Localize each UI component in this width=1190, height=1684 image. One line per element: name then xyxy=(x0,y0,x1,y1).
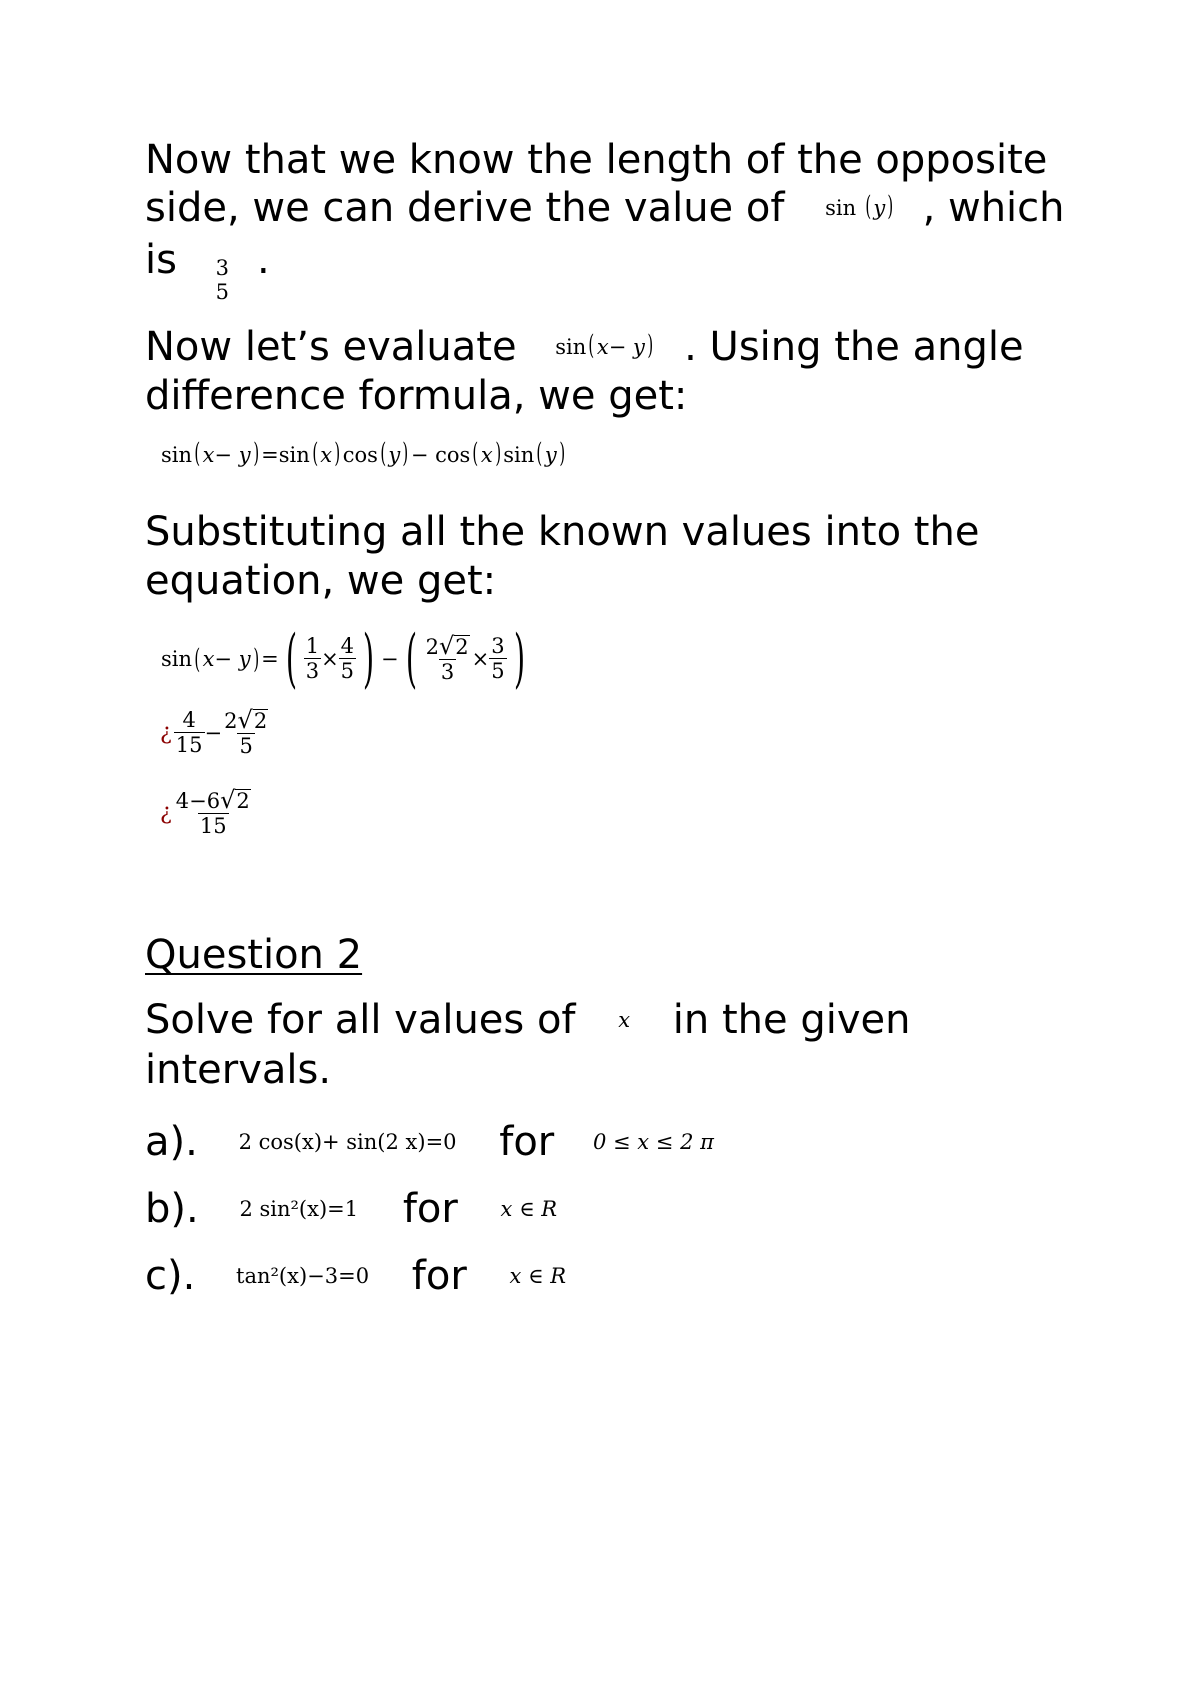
variable-x: x xyxy=(618,1008,631,1032)
for-word: for xyxy=(402,1186,458,1232)
simplified-formula-step-1: ¿ $\frac{4}{15}$ − 2 √ 2 5 xyxy=(160,708,270,758)
paragraph-1-line-2 xyxy=(145,185,1065,231)
paragraph-1-period: . xyxy=(257,237,270,283)
question-2-prompt-line-2: intervals. xyxy=(145,1047,332,1093)
item-label: a). xyxy=(145,1119,198,1165)
fraction-one-third: $\frac{1}{3}$ xyxy=(305,633,320,683)
paragraph-2-text-b: . Using the angle xyxy=(684,324,1024,370)
item-interval: x ∈ R xyxy=(500,1197,558,1221)
paragraph-1-text-b: , which xyxy=(922,185,1065,231)
item-label: c). xyxy=(145,1253,196,1299)
paragraph-1-text-a: side, we can derive the value of xyxy=(145,185,785,231)
item-equation: tan²(x)−3=0 xyxy=(236,1264,370,1288)
simplified-formula-step-2 xyxy=(160,788,253,838)
item-interval: 0 ≤ x ≤ 2 π xyxy=(592,1130,714,1154)
fraction-two-root-two-thirds: 2 √ 2 3 xyxy=(425,631,469,684)
fraction-final-result: 4−6 √ 2 15 xyxy=(175,786,250,839)
paragraph-1-line-3 xyxy=(145,237,270,305)
item-equation: 2 sin²(x)=1 xyxy=(239,1197,359,1221)
substitution-formula: sin ( x− y ) = ( $\frac{1}{3}$ × $\frac{4}{5}$ ) − ( 2 √ 2 3 × $\frac{3}{5}$ ) xyxy=(161,622,525,696)
paragraph-1-line-1: Now that we know the length of the opposite xyxy=(145,137,1048,183)
paragraph-2-line-1 xyxy=(145,324,1024,370)
paragraph-2-text-a: Now let’s evaluate xyxy=(145,324,517,370)
item-equation: 2 cos(x)+ sin(2 x)=0 xyxy=(238,1130,457,1154)
for-word: for xyxy=(411,1253,467,1299)
paragraph-3-line-1: Substituting all the known values into the xyxy=(145,509,980,555)
question-item-c xyxy=(145,1253,567,1299)
paragraph-1-text-is: is xyxy=(145,237,177,283)
fraction-two-root-two-fifths: 2 √ 2 5 xyxy=(224,706,268,759)
question-2-prompt-line-1: Solve for all values of x in the given xyxy=(145,997,911,1043)
paragraph-2-line-2: difference formula, we get: xyxy=(145,373,688,419)
fraction-three-fifths-2: $\frac{3}{5}$ xyxy=(491,633,505,683)
equation-continuation-marker: ¿ xyxy=(160,720,172,746)
item-interval: x ∈ R xyxy=(509,1264,567,1288)
question-2-heading: Question 2 xyxy=(145,932,363,978)
paragraph-3-line-2: equation, we get: xyxy=(145,558,497,604)
for-word: for xyxy=(499,1119,555,1165)
sin-x-minus-y-expression: sin( x− y) xyxy=(555,330,654,361)
question-item-b xyxy=(145,1186,558,1232)
fraction-four-fifths: $\frac{4}{5}$ xyxy=(340,633,355,683)
equation-continuation-marker-2: ¿ xyxy=(160,800,172,826)
fraction-three-fifths: 3 5 xyxy=(215,256,230,305)
sin-y-expression: sin ( y) xyxy=(825,191,894,222)
fraction-four-fifteenths: $\frac{4}{15}$ xyxy=(175,708,203,758)
item-label: b). xyxy=(145,1186,199,1232)
angle-difference-formula: sin( x− y) =sin( x) cos( y) − cos( x) sin( y) xyxy=(161,438,565,469)
question-item-a xyxy=(145,1119,714,1165)
